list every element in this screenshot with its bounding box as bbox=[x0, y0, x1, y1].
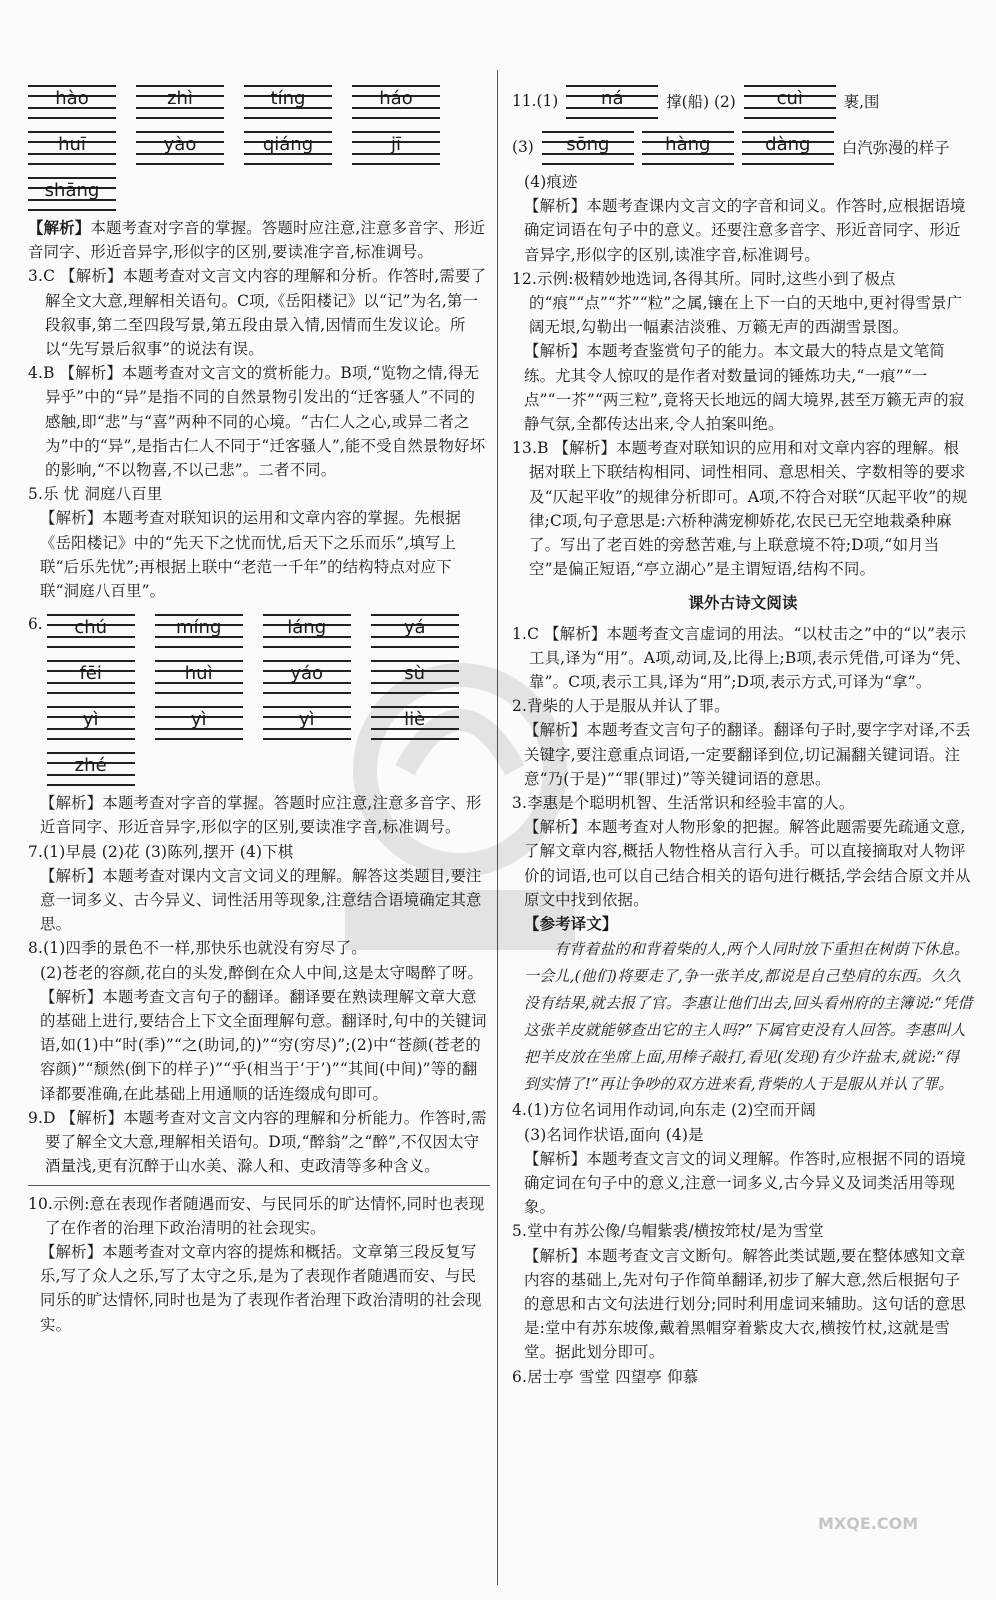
extra-answer-5: 5.堂中有苏公像/乌帽紫裘/横按筇杖/是为雪堂 bbox=[512, 1222, 824, 1241]
pinyin-text: yì bbox=[190, 709, 207, 731]
pinyin-text: láng bbox=[287, 617, 327, 639]
extra-analysis-3: 【解析】本题考查对人物形象的把握。解答此题需要先疏通文意,了解文章内容,概括人物性格从言行入手。可以直接摘取对人物评价的词语,也可以自己结合相关的语句进行概括,学会结合原文并从原文中找到依据。 bbox=[524, 818, 971, 909]
extra-analysis-5: 【解析】本题考查文言文断句。解答此类试题,要在整体感知文章内容的基础上,先对句子作简单翻译,初步了解大意,然后根据句子的意思和古文句法进行划分;同时利用虚词来辅助。这句话的意思是:堂中有苏东坡像,戴着黑帽穿着紫皮大衣,横按竹杖,这就是雪堂。据此划分即可。 bbox=[524, 1246, 966, 1362]
analysis-q7: 【解析】本题考查对课内文言文词义的理解。解答这类题目,要注意一词多义、古今异义、词性活用等现象,注意结合语境确定其意思。 bbox=[40, 866, 482, 934]
watermark-text: MXQE.COM bbox=[818, 1514, 919, 1533]
pinyin-box bbox=[136, 83, 224, 119]
pinyin-text: shāng bbox=[44, 180, 100, 201]
pinyin-box bbox=[263, 612, 351, 648]
extra-answer-3: 3.李惠是个聪明机智、生活常识和经验丰富的人。 bbox=[512, 794, 855, 813]
pinyin-box bbox=[371, 704, 459, 740]
answer-q5: 5.乐 忧 洞庭八百里 bbox=[28, 485, 163, 504]
pinyin-row bbox=[28, 78, 490, 124]
extra-answer-1: 1.C 【解析】本题考查文言虚词的用法。“以杖击之”中的“以”表示工具,译为“用”。A项,动词,及,比得上;B项,表示凭借,可译为“凭、靠”。C项,表示工具,译为“用”;D项,表示方式,可译为“拿”。 bbox=[512, 624, 971, 692]
analysis-q2: 【解析】本题考查对字音的掌握。答题时应注意,注意多音字、形近音同字、形近音异字,形似字的区别,要读准字音,标准调号。 bbox=[28, 219, 486, 262]
reference-translation-label: 【参考译文】 bbox=[524, 915, 618, 934]
pinyin-grid-a bbox=[28, 78, 490, 216]
q6-number: 6. bbox=[28, 615, 43, 634]
q11-text-3: 白汽弥漫的样子 bbox=[841, 139, 950, 157]
reference-translation: 有背着盐的和背着柴的人,两个人同时放下重担在树荫下休息。一会儿,(他们)将要走了,争一张羊皮,都说是自己垫肩的东西。久久没有结果,就去报了官。李惠让他们出去,回头看州府的主簿说:“凭借这张羊皮就能够查出它的主人吗?”下属官吏没有人回答。李惠叫人把羊皮放在坐席上面,用棒子敲打,看见(发现)有少许盐末,就说:“得到实情了!”再让争吵的双方进来看,背柴的人于是服从并认了罪。 bbox=[524, 940, 973, 1094]
pinyin-text: sù bbox=[404, 663, 426, 685]
answer-q12: 12.示例:极精妙地选词,各得其所。同时,这些小到了极点的“痕”“点”“芥”“粒”之属,镶在上下一白的天地中,更衬得雪景广阔无垠,勾勒出一幅素洁淡雅、万籁无声的西湖雪景图。 bbox=[512, 269, 963, 337]
extra-answer-4b: (3)名词作状语,面向 (4)是 bbox=[524, 1125, 704, 1144]
pinyin-box: cuì bbox=[744, 83, 836, 119]
answer-q3: 3.C 【解析】本题考查对文言文内容的理解和分析。作答时,需要了解全文大意,理解相关语句。C项,《岳阳楼记》以“记”为名,第一段叙事,第二至四段写景,第五段由景入情,因情而生发议论。所以“先写景后叙事”的说法有误。 bbox=[28, 267, 487, 359]
pinyin-text: huī bbox=[58, 134, 86, 155]
pinyin-box bbox=[47, 658, 135, 694]
pinyin-box bbox=[371, 612, 459, 648]
analysis-q11: 【解析】本题考查课内文言文的字音和词义。作答时,应根据语境确定词语在句子中的意义。还要注意多音字、形近音同字、形近音异字,形似字的区别,读准字音,标准调号。 bbox=[524, 197, 966, 264]
answer-q8-2: (2)苍老的容颜,花白的头发,醉倒在众人中间,这是太守喝醉了呀。 bbox=[40, 963, 484, 982]
pinyin-text: hào bbox=[55, 88, 89, 109]
pinyin-box bbox=[263, 704, 351, 740]
extra-answer-4: 4.(1)方位名词用作动词,向东走 (2)空而开阔 bbox=[512, 1101, 816, 1120]
left-column bbox=[28, 78, 490, 1337]
pinyin-row bbox=[28, 124, 490, 170]
answer-q9: 9.D 【解析】本题考查对文言文内容的理解和分析能力。作答时,需要了解全文大意,理解相关语句。D项,“醉翁”之“醉”,不仅因太守酒量浅,更有沉醉于山水美、滁人和、吏政清等多种含义。 bbox=[28, 1108, 487, 1176]
divider bbox=[28, 1185, 490, 1186]
pinyin-row bbox=[47, 653, 459, 699]
pinyin-text: yì bbox=[298, 709, 315, 731]
pinyin-row bbox=[47, 745, 459, 791]
pinyin-text: yì bbox=[82, 709, 99, 731]
pinyin-box bbox=[352, 83, 440, 119]
analysis-q10: 【解析】本题考查对文章内容的提炼和概括。文章第三段反复写乐,写了众人之乐,写了太守之乐,是为了表现作者随遇而安、与民同乐的旷达情怀,同时也是为了表现作者治理下政治清明的社会现实。 bbox=[40, 1242, 482, 1334]
extra-answer-2: 2.背柴的人于是服从并认了罪。 bbox=[512, 697, 730, 716]
extra-analysis-4: 【解析】本题考查文言文的词义理解。作答时,应根据不同的语境确定词在句子中的意义,注意一词多义,古今异义及词类活用等现象。 bbox=[524, 1149, 966, 1217]
analysis-q5: 【解析】本题考查对联知识的运用和文章内容的掌握。先根据《岳阳楼记》中的“先天下之忧而忧,后天下之乐而乐”,填写上联“后乐先忧”;再根据上联中“老范一千年”的结构特点对应下联“洞庭八百里”。 bbox=[40, 509, 461, 601]
pinyin-box bbox=[136, 129, 224, 165]
q11-sub-3: (3) bbox=[512, 138, 534, 156]
pinyin-row bbox=[47, 699, 459, 745]
pinyin-text: zhé bbox=[74, 755, 107, 777]
watermark-badge bbox=[818, 1514, 968, 1574]
pinyin-text: tíng bbox=[270, 88, 306, 109]
pinyin-text: qiáng bbox=[262, 134, 314, 155]
pinyin-text: zhì bbox=[167, 88, 193, 109]
pinyin-box bbox=[155, 704, 243, 740]
answer-q6 bbox=[28, 607, 490, 791]
pinyin-box bbox=[155, 612, 243, 648]
pinyin-text: liè bbox=[404, 709, 426, 731]
q11-text-2: 裹,围 bbox=[843, 93, 880, 111]
pinyin-box bbox=[28, 175, 116, 211]
pinyin-box bbox=[244, 129, 332, 165]
pinyin-text: yá bbox=[403, 617, 426, 639]
pinyin-box bbox=[28, 129, 116, 165]
pinyin-box bbox=[47, 704, 135, 740]
answer-q11-row1 bbox=[512, 78, 974, 124]
pinyin-row bbox=[28, 170, 490, 216]
right-column bbox=[512, 78, 974, 1389]
pinyin-box bbox=[47, 612, 135, 648]
analysis-q8: 【解析】本题考查文言句子的翻译。翻译要在熟读理解文章大意的基础上进行,要结合上下文全面理解句意。翻译时,句中的关键词语,如(1)中“时(季)”“之(助词,的)”“穷(穷尽)”;(2)中“苍颜(苍老的容颜)”“颓然(倒下的样子)”“乎(相当于‘于’)”“其间(中间)”等的翻译都要准确,在此基础上用通顺的话连缀成句即可。 bbox=[40, 987, 487, 1103]
pinyin-text: huì bbox=[184, 663, 213, 685]
pinyin-box: ná bbox=[566, 83, 658, 119]
analysis-q12: 【解析】本题考查鉴赏句子的能力。本文最大的特点是文笔简练。尤其令人惊叹的是作者对数量词的锤炼功夫,“一痕”“一点”“一芥”“两三粒”,竟将天长地远的阔大境界,甚至万籁无声的寂静气氛,全都传达出来,令人拍案叫绝。 bbox=[524, 342, 965, 434]
pinyin-box bbox=[371, 658, 459, 694]
pinyin-box bbox=[244, 83, 332, 119]
answer-q13: 13.B 【解析】本题考查对联知识的应用和对文章内容的理解。根据对联上下联结构相同、词性相同、意思相关、字数相等的要求及“仄起平收”的规律分析即可。A项,不符合对联“仄起平收”的规律;C项,句子意思是:六桥种满宠柳娇花,农民已无空地栽桑种麻了。写出了老百姓的旁愁苦难,与上联意境不符;D项,“如月当空”是偏正短语,“亭立湖心”是主谓短语,结构不同。 bbox=[512, 439, 968, 579]
pinyin-text: jī bbox=[390, 134, 401, 155]
answer-q7: 7.(1)早晨 (2)花 (3)陈列,摆开 (4)下棋 bbox=[28, 842, 294, 861]
section-title: 课外古诗文阅读 bbox=[688, 594, 798, 613]
pinyin-box bbox=[352, 129, 440, 165]
pinyin-box bbox=[155, 658, 243, 694]
pinyin-box bbox=[28, 83, 116, 119]
extra-answer-6: 6.居士亭 雪堂 四望亭 仰慕 bbox=[512, 1367, 699, 1386]
answer-q8-1: 8.(1)四季的景色不一样,那快乐也就没有穷尽了。 bbox=[28, 939, 367, 958]
pinyin-box: hàng bbox=[642, 129, 734, 165]
pinyin-text: yào bbox=[163, 134, 197, 155]
analysis-q6: 【解析】本题考查对字音的掌握。答题时应注意,注意多音字、形近音同字、形近音异字,形似字的区别,要读准字音,标准调号。 bbox=[40, 794, 482, 837]
answer-q11-4: (4)痕迹 bbox=[524, 173, 578, 191]
extra-analysis-2: 【解析】本题考查文言句子的翻译。翻译句子时,要字字对译,不丢关键字,要注意重点词语,一定要翻译到位,切记漏翻关键词语。注意“乃(于是)”“罪(罪过)”等关键词语的意思。 bbox=[524, 721, 971, 788]
column-divider bbox=[497, 70, 498, 1585]
q11-number: 11.(1) bbox=[512, 92, 559, 110]
answer-q4: 4.B 【解析】本题考查对文言文的赏析能力。B项,“览物之情,得无异乎”中的“异”是指不同的自然景物引发出的“迁客骚人”不同的感触,即“悲”与“喜”两种不同的心境。“古仁人之心,或异二者之为”中的“异”,是指古仁人不同于“迁客骚人”,能不受自然景物好坏的影响,“不以物喜,不以己悲”。二者不同。 bbox=[28, 364, 486, 480]
pinyin-box: sōng bbox=[542, 129, 634, 165]
answer-q11-row2 bbox=[512, 124, 974, 170]
pinyin-box bbox=[47, 750, 135, 786]
pinyin-row bbox=[47, 607, 459, 653]
pinyin-text: fēi bbox=[79, 663, 102, 685]
pinyin-text: míng bbox=[176, 617, 222, 639]
pinyin-box: dàng bbox=[742, 129, 834, 165]
pinyin-text: chú bbox=[74, 617, 108, 639]
q11-text-1: 撑(船) (2) bbox=[666, 93, 736, 111]
pinyin-grid-b bbox=[47, 607, 459, 791]
answer-q10: 10.示例:意在表现作者随遇而安、与民同乐的旷达情怀,同时也表现了在作者的治理下政治清明的社会现实。 bbox=[28, 1194, 485, 1237]
pinyin-box bbox=[263, 658, 351, 694]
pinyin-text: háo bbox=[379, 88, 413, 109]
pinyin-text: yáo bbox=[290, 663, 324, 685]
